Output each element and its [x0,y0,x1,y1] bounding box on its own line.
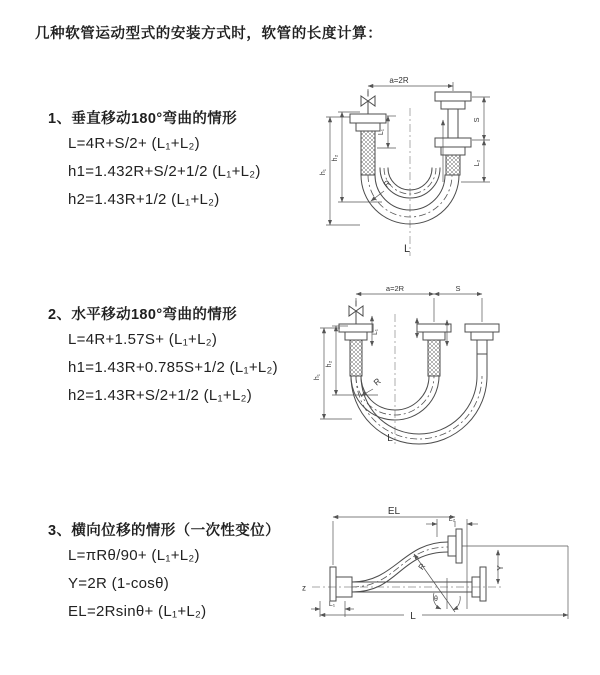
dim-a2r [356,294,482,322]
right-pipe [435,92,471,175]
dim-label-l1: L₁ [378,128,385,136]
formula-L: L=4R+1.57S+ (L₁+L₂) [68,331,218,348]
formula-EL: EL=2Rsinθ+ (L₁+L₂) [68,603,207,620]
page-title: 几种软管运动型式的安装方式时，软管的长度计算： [35,26,383,42]
hose-bend-arcs [351,376,487,444]
dim-label-h2: h₂ [332,154,339,162]
formula-h2: h2=1.43R+1/2 (L₁+L₂) [68,191,220,208]
dim-label-l: L [410,611,416,622]
displaced-hose [352,529,462,592]
dim-label-r: R [371,375,383,388]
braided-hose-left [350,340,362,376]
diagram-lateral-displacement [300,505,600,675]
dim-h1 [326,117,360,225]
dim-label-l1: L₁ [328,601,336,608]
braided-hose-left [361,131,375,175]
section-2-heading: 2、水平移动180°弯曲的情形 [48,307,238,323]
braided-hose-right [446,155,460,175]
dim-label-span: a=2R [385,284,405,293]
formula-L: L=4R+S/2+ (L₁+L₂) [68,135,200,152]
valve-icon [349,301,363,324]
dim-label-h1: h₁ [320,168,327,176]
centerline-break-mark: z [302,583,306,593]
dim-s [461,97,490,182]
section-2 [48,303,348,407]
formula-L: L=πRθ/90+ (L₁+L₂) [68,547,200,564]
dim-label-s: S [472,117,481,123]
dim-label-l: L [403,243,411,255]
valve-icon [361,91,375,114]
formula-h1: h1=1.43R+0.785S+1/2 (L₁+L₂) [68,359,278,376]
dim-label-theta: θ [434,596,438,603]
dim-label-h2: h₂ [326,360,333,368]
section-1 [48,107,348,211]
left-flange [350,114,386,175]
left-flange [330,567,352,601]
dim-label-r: R [381,177,393,190]
dim-label-el: EL [387,506,401,517]
dim-y [462,546,568,619]
left-flange [339,324,373,376]
dim-label-l1: L₁ [372,329,379,335]
section-1-heading: 1、垂直移动180°弯曲的情形 [48,111,238,127]
dim-label-s: S [455,284,461,293]
angle-theta [433,578,460,610]
formula-Y: Y=2R (1-cosθ) [68,575,170,592]
dim-label-l2: L₂ [474,159,481,167]
formula-h2: h2=1.43R+S/2+1/2 (L₁+L₂) [68,387,253,404]
diagram-vertical-180-bend [310,70,600,260]
dim-label-l2: L₂ [448,516,456,523]
dim-label-y: Y [496,565,505,571]
section-3-heading: 3、横向位移的情形（一次性变位） [48,523,280,539]
braided-hose-middle [428,340,440,376]
dim-label-span: a=2R [389,76,409,85]
middle-flange [417,324,451,376]
formula-h1: h1=1.432R+S/2+1/2 (L₁+L₂) [68,163,261,180]
dim-label-h1: h₁ [314,373,321,381]
dim-label-l: L [387,433,393,444]
diagram-horizontal-180-bend [310,280,600,460]
dim-label-r: R [416,561,428,572]
right-flange [465,324,499,376]
